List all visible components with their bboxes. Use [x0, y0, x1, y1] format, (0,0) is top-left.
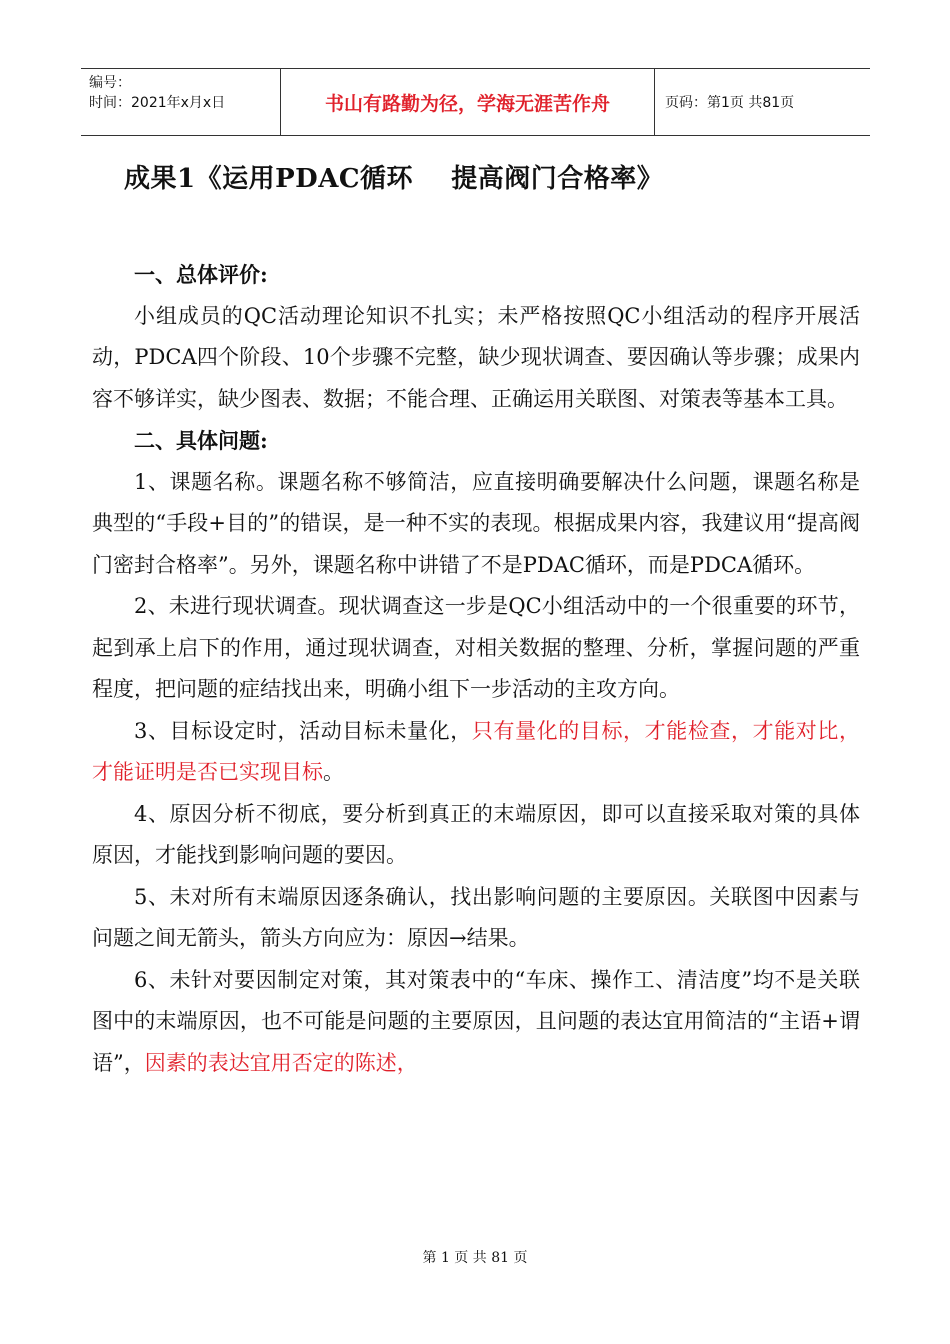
time-label: 时间：2021年x月x日 [89, 95, 226, 111]
page-header [81, 68, 870, 136]
header-meta [81, 69, 281, 135]
item-3-text: 3、目标设定时，活动目标未量化， [134, 718, 472, 743]
header-page-info: 页码：第1页 共81页 [665, 95, 795, 111]
item-3-highlight: 只有量化的目标，才能检查，才能对比，才能证明是否已实现目标 [92, 718, 860, 784]
paragraph-item-3 [92, 711, 860, 794]
header-motto: 书山有路勤为径，学海无涯苦作舟 [281, 69, 655, 135]
paragraph-item-5: 5、未对所有末端原因逐条确认，找出影响问题的主要原因。关联图中因素与问题之间无箭头，箭头方向应为：原因→结果。 [92, 884, 860, 950]
item-6-highlight: 因素的表达宜用否定的陈述， [144, 1050, 418, 1075]
page-footer: 第 1 页 共 81 页 [422, 1250, 528, 1266]
paragraph-overall: 小组成员的QC活动理论知识不扎实；未严格按照QC小组活动的程序开展活动，PDCA四个阶段、10个步骤不完整，缺少现状调查、要因确认等步骤；成果内容不够详实，缺少图表、数据；不能合理、正确运用关联图、对策表等基本工具。 [92, 303, 860, 411]
number-label: 编号： [89, 75, 131, 91]
paragraph-item-2: 2、未进行现状调查。现状调查这一步是QC小组活动中的一个很重要的环节，起到承上启下的作用，通过现状调查，对相关数据的整理、分析，掌握问题的严重程度，把问题的症结找出来，明确小组下一步活动的主攻方向。 [92, 594, 860, 701]
paragraph-item-4: 4、原因分析不彻底，要分析到真正的末端原因，即可以直接采取对策的具体原因，才能找到影响问题的要因。 [92, 801, 860, 867]
document-body [92, 254, 860, 1084]
section-heading-issues: 二、具体问题: [134, 428, 268, 453]
paragraph-item-1: 1、课题名称。课题名称不够简洁，应直接明确要解决什么问题，课题名称是典型的“手段+目的”的错误，是一种不实的表现。根据成果内容，我建议用“提高阀门密封合格率”。另外，课题名称中讲错了不是PDAC循环，而是PDCA循环。 [92, 469, 860, 577]
section-heading-overall: 一、总体评价: [134, 262, 268, 287]
document-title: 成果1《运用PDAC循环 提高阀门合格率》 [124, 164, 664, 194]
item-3-end: 。 [323, 760, 344, 784]
item-6-text: 6、未针对要因制定对策，其对策表中的“车床、操作工、清洁度”均不是关联图中的末端原因，也不可能是问题的主要原因，且问题的表达宜用简洁的“主语+谓语”， [92, 967, 860, 1075]
paragraph-item-6 [92, 960, 860, 1085]
